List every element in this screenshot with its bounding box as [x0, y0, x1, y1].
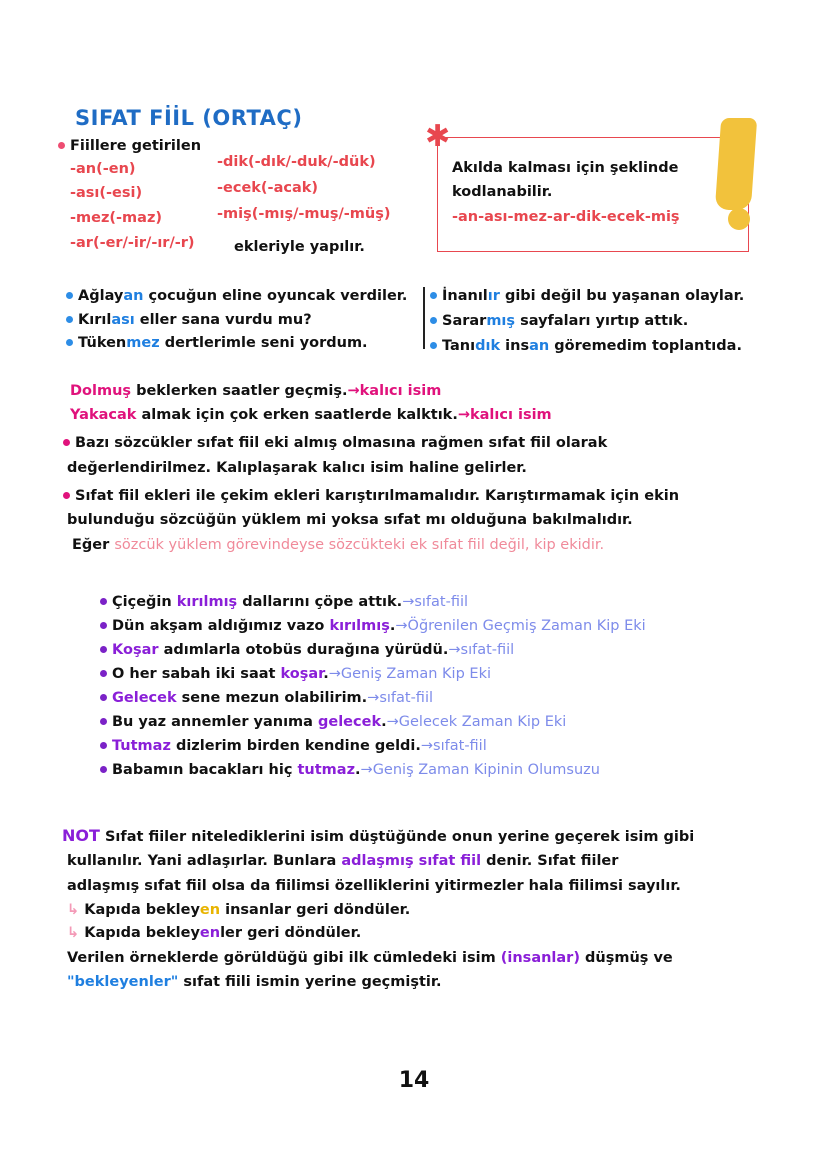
suffix-mez: -mez(-maz): [70, 210, 163, 226]
kalici-word: Yakacak: [70, 407, 137, 423]
ex-post: eller sana vurdu mu?: [134, 312, 312, 328]
suffix-mis: -miş(-mış/-muş/-müş): [217, 206, 391, 222]
suffix-dik: -dik(-dık/-duk/-dük): [217, 154, 376, 170]
kalici-line-1: [70, 381, 441, 401]
note-line-1: Akılda kalması için şeklinde: [452, 160, 679, 176]
bullet-keyword: Tutmaz: [112, 738, 171, 754]
example-bullet-item: [100, 712, 566, 732]
example-bullet-item: [100, 592, 468, 612]
last-line-1: [67, 948, 673, 968]
para1-line-1: [63, 433, 607, 453]
bullet-dot-icon: [63, 439, 70, 446]
suffix-ecek: -ecek(-acak): [217, 180, 319, 196]
bullet-dot-icon: [430, 317, 437, 324]
bullet-text-a: Dün akşam aldığımız vazo: [112, 618, 330, 634]
ex-suffix: mez: [126, 335, 160, 351]
para2-text-a: Eğer: [72, 537, 110, 553]
bullet-keyword: Koşar: [112, 642, 159, 658]
para2-line-1: [63, 486, 679, 506]
kalici-arrow: →kalıcı isim: [347, 383, 442, 399]
para2-line-2: bulunduğu sözcüğün yüklem mi yoksa sıfat mı olduğuna bakılmalıdır.: [67, 512, 633, 528]
last1-b: düşmüş ve: [585, 950, 673, 966]
bullet-dot-icon: [100, 742, 107, 749]
bullet-annotation: →sıfat-fiil: [420, 738, 487, 754]
not-example-1: [67, 900, 410, 920]
kalici-rest: almak için çok erken saatlerde kalktık.: [136, 407, 458, 423]
bullet-dot-icon: [100, 670, 107, 677]
example-right-3: [430, 336, 742, 356]
bullet-dot-icon: [100, 718, 107, 725]
ex-mid: ins: [500, 338, 530, 354]
return-arrow-icon: ↳: [67, 902, 85, 918]
ex-post: çocuğun eline oyuncak verdiler.: [143, 288, 408, 304]
bullet-dot-icon: [100, 646, 107, 653]
ex-suffix: an: [123, 288, 144, 304]
ex-post: gibi değil bu yaşanan olaylar.: [499, 288, 745, 304]
not-example-2: [67, 923, 361, 943]
bullet-text-b: sene mezun olabilirim.: [176, 690, 368, 706]
bullet-annotation: →Gelecek Zaman Kip Eki: [386, 714, 567, 730]
ex-post: göremedim toplantıda.: [549, 338, 742, 354]
suffix-an: -an(-en): [70, 161, 136, 177]
bullet-text-a: Bu yaz annemler yanıma: [112, 714, 318, 730]
suffix-ar: -ar(-er/-ir/-ır/-r): [70, 235, 195, 251]
example-right-2: [430, 311, 688, 331]
last1-a: Verilen örneklerde görüldüğü gibi ilk cümledeki isim: [67, 950, 496, 966]
ex-suffix-2: an: [529, 338, 550, 354]
suffix-asi: -ası(-esi): [70, 185, 143, 201]
ex-post: dertlerimle seni yordum.: [159, 335, 368, 351]
bullet-text-b: .: [381, 714, 387, 730]
kalici-line-2: [70, 405, 552, 425]
intro-line: [58, 136, 201, 156]
bullet-annotation: →sıfat-fiil: [448, 642, 515, 658]
bullet-keyword: kırılmış: [176, 594, 238, 610]
bullet-text-b: .: [355, 762, 361, 778]
para2-line-3: [72, 535, 604, 555]
example-bullet-item: [100, 736, 487, 756]
bullet-dot-icon: [66, 339, 73, 346]
bullet-dot-icon: [430, 342, 437, 349]
ex1-b: insanlar geri döndüler.: [220, 902, 411, 918]
ex-pre: İnanıl: [442, 288, 488, 304]
bullet-annotation: →sıfat-fiil: [402, 594, 469, 610]
bullet-keyword: tutmaz: [297, 762, 356, 778]
bullet-annotation: →Geniş Zaman Kipinin Olumsuzu: [360, 762, 600, 778]
ex-suffix: dık: [475, 338, 501, 354]
suffix-end-text: ekleriyle yapılır.: [234, 239, 365, 255]
ex2-b: ler geri döndüler.: [220, 925, 362, 941]
example-left-1: [66, 286, 407, 306]
example-bullet-item: [100, 688, 433, 708]
bullet-keyword: gelecek: [318, 714, 382, 730]
bullet-text-b: adımlarla otobüs durağına yürüdü.: [158, 642, 449, 658]
example-bullet-item: [100, 664, 491, 684]
ex1-suffix: en: [199, 902, 221, 918]
not-text-2-end: denir. Sıfat fiiler: [486, 853, 619, 869]
not-label: NOT: [62, 826, 100, 845]
para2-text-b: sözcük yüklem görevindeyse sözcükteki ek sıfat fiil değil, kip ekidir.: [114, 537, 605, 553]
bullet-keyword: Gelecek: [112, 690, 177, 706]
bullet-keyword: koşar: [280, 666, 324, 682]
not-line-3: adlaşmış sıfat fiil olsa da fiilimsi özelliklerini yitirmezler hala fiilimsi sayılır.: [67, 878, 681, 894]
column-divider: [423, 287, 425, 349]
kalici-word: Dolmuş: [70, 383, 132, 399]
ex-pre: Kırıl: [78, 312, 112, 328]
not-highlight: adlaşmış sıfat fiil: [341, 853, 482, 869]
not-line-1: [62, 826, 694, 847]
bullet-dot-icon: [66, 316, 73, 323]
bullet-text-b: .: [389, 618, 396, 634]
ex-pre: Tanı: [442, 338, 476, 354]
page-number: 14: [398, 1068, 430, 1093]
bullet-text-b: .: [323, 666, 329, 682]
bullet-text-b: dallarını çöpe attık.: [237, 594, 403, 610]
bullet-dot-icon: [58, 142, 65, 149]
return-arrow-icon: ↳: [67, 925, 85, 941]
bullet-dot-icon: [63, 492, 70, 499]
exclamation-dot-icon: [728, 208, 750, 230]
example-right-1: [430, 286, 744, 306]
example-bullet-item: [100, 640, 514, 660]
bullet-dot-icon: [430, 292, 437, 299]
note-code: -an-ası-mez-ar-dik-ecek-miş: [452, 209, 680, 225]
ex-pre: Tüken: [78, 335, 127, 351]
bullet-text-b: dizlerim birden kendine geldi.: [170, 738, 421, 754]
kalici-arrow: →kalıcı isim: [457, 407, 552, 423]
para2-text-1: Sıfat fiil ekleri ile çekim ekleri karıştırılmamalıdır. Karıştırmamak için ekin: [75, 488, 680, 504]
example-left-2: [66, 310, 312, 330]
bullet-text-a: Çiçeğin: [112, 594, 177, 610]
bullet-dot-icon: [66, 292, 73, 299]
bullet-keyword: kırılmış: [329, 618, 390, 634]
ex-pre: Ağlay: [78, 288, 124, 304]
ex-post: sayfaları yırtıp attık.: [515, 313, 689, 329]
ex-pre: Sarar: [442, 313, 487, 329]
bullet-dot-icon: [100, 598, 107, 605]
example-bullet-item: [100, 760, 600, 780]
bullet-dot-icon: [100, 766, 107, 773]
ex1-a: Kapıda bekley: [84, 902, 200, 918]
not-text-2: kullanılır. Yani adlaşırlar. Bunlara: [67, 853, 337, 869]
asterisk-icon: ✱: [425, 119, 451, 154]
ex-suffix: mış: [486, 313, 516, 329]
note-line-2: kodlanabilir.: [452, 184, 553, 200]
bullet-dot-icon: [100, 694, 107, 701]
ex-suffix: ası: [111, 312, 135, 328]
exclamation-icon: [715, 118, 757, 210]
bullet-dot-icon: [100, 622, 107, 629]
intro-text: Fiillere getirilen: [70, 138, 202, 154]
bullet-text-a: O her sabah iki saat: [112, 666, 281, 682]
last1-highlight: (insanlar): [500, 950, 580, 966]
not-text-1: Sıfat fiiler nitelediklerini isim düştüğünde onun yerine geçerek isim gibi: [104, 829, 695, 845]
para1-text-1: Bazı sözcükler sıfat fiil eki almış olmasına rağmen sıfat fiil olarak: [75, 435, 608, 451]
example-bullet-item: [100, 616, 646, 636]
para1-line-2: değerlendirilmez. Kalıplaşarak kalıcı isim haline gelirler.: [67, 460, 527, 476]
bullet-text-a: Babamın bacakları hiç: [112, 762, 298, 778]
page-title: SIFAT FİİL (ORTAÇ): [75, 106, 303, 130]
bullet-annotation: →sıfat-fiil: [367, 690, 434, 706]
ex-suffix: ır: [487, 288, 500, 304]
not-line-2: [67, 851, 618, 871]
kalici-rest: beklerken saatler geçmiş.: [131, 383, 348, 399]
bullet-annotation: →Öğrenilen Geçmiş Zaman Kip Eki: [395, 618, 646, 634]
last-line-2: [67, 972, 441, 992]
ex2-suffix: en: [199, 925, 221, 941]
bullet-annotation: →Geniş Zaman Kip Eki: [328, 666, 491, 682]
ex2-a: Kapıda bekley: [84, 925, 200, 941]
last2-highlight: "bekleyenler": [67, 974, 179, 990]
last2-b: sıfat fiili ismin yerine geçmiştir.: [183, 974, 442, 990]
example-left-3: [66, 333, 368, 353]
